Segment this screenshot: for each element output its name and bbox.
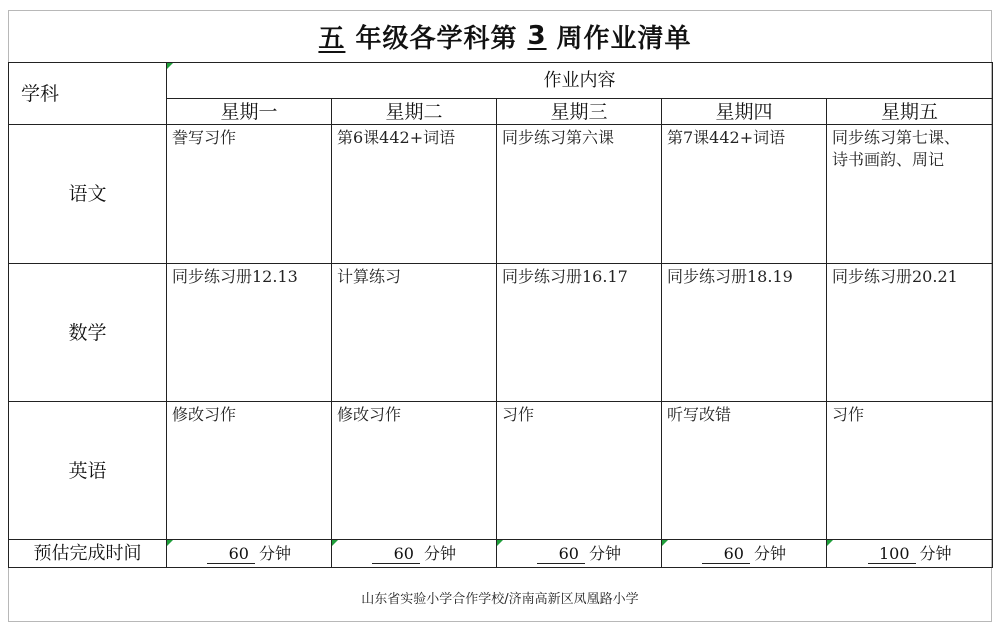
time-cell xyxy=(662,540,827,568)
task-cell: 同步练习册16.17 xyxy=(497,264,662,402)
day-header: 星期三 xyxy=(497,99,662,125)
subject-label: 数学 xyxy=(9,264,167,402)
task-cell: 第7课442+词语 xyxy=(662,125,827,264)
task-cell: 同步练习第七课、 诗书画韵、周记 xyxy=(827,125,993,264)
day-header: 星期五 xyxy=(827,99,993,125)
day-header: 星期二 xyxy=(332,99,497,125)
cell-marker xyxy=(332,540,338,546)
cell-marker xyxy=(827,540,833,546)
time-row xyxy=(9,540,993,568)
task-cell: 习作 xyxy=(497,402,662,540)
subject-row-math xyxy=(9,264,993,402)
cell-marker xyxy=(167,63,173,69)
day-header: 星期四 xyxy=(662,99,827,125)
task-cell: 同步练习册18.19 xyxy=(662,264,827,402)
time-cell xyxy=(167,540,332,568)
content-header: 作业内容 xyxy=(167,63,993,99)
task-cell: 习作 xyxy=(827,402,993,540)
minutes-value: 100 xyxy=(868,545,916,564)
title-grade: 五 xyxy=(318,23,346,54)
task-cell: 同步练习册12.13 xyxy=(167,264,332,402)
time-cell xyxy=(332,540,497,568)
subject-header: 学科 xyxy=(9,63,167,125)
time-cell xyxy=(827,540,993,568)
subject-label: 语文 xyxy=(9,125,167,264)
subject-row-chinese xyxy=(9,125,993,264)
day-header: 星期一 xyxy=(167,99,332,125)
task-cell: 第6课442+词语 xyxy=(332,125,497,264)
subject-label: 英语 xyxy=(9,402,167,540)
minutes-unit: 分钟 xyxy=(258,543,291,563)
minutes-unit: 分钟 xyxy=(919,543,952,563)
title-mid: 年级各学科第 xyxy=(355,23,518,54)
minutes-unit: 分钟 xyxy=(423,543,456,563)
school-footer: 山东省实验小学合作学校/济南高新区凤凰路小学 xyxy=(361,591,639,607)
minutes-unit: 分钟 xyxy=(753,543,786,563)
cell-marker xyxy=(497,540,503,546)
task-cell: 计算练习 xyxy=(332,264,497,402)
minutes-unit: 分钟 xyxy=(588,543,621,563)
time-cell xyxy=(497,540,662,568)
minutes-value: 60 xyxy=(372,545,420,564)
cell-marker xyxy=(662,540,668,546)
minutes-value: 60 xyxy=(537,545,585,564)
title-suffix: 周作业清单 xyxy=(556,23,692,54)
time-label: 预估完成时间 xyxy=(9,540,167,568)
task-cell: 修改习作 xyxy=(332,402,497,540)
minutes-value: 60 xyxy=(207,545,255,564)
cell-marker xyxy=(167,540,173,546)
task-cell: 同步练习册20.21 xyxy=(827,264,993,402)
page-title xyxy=(8,10,992,62)
homework-table xyxy=(8,62,993,568)
minutes-value: 60 xyxy=(702,545,750,564)
task-cell: 修改习作 xyxy=(167,402,332,540)
task-cell: 听写改错 xyxy=(662,402,827,540)
task-cell: 同步练习第六课 xyxy=(497,125,662,264)
title-week: 3 xyxy=(527,21,547,51)
subject-row-english xyxy=(9,402,993,540)
task-cell: 誊写习作 xyxy=(167,125,332,264)
